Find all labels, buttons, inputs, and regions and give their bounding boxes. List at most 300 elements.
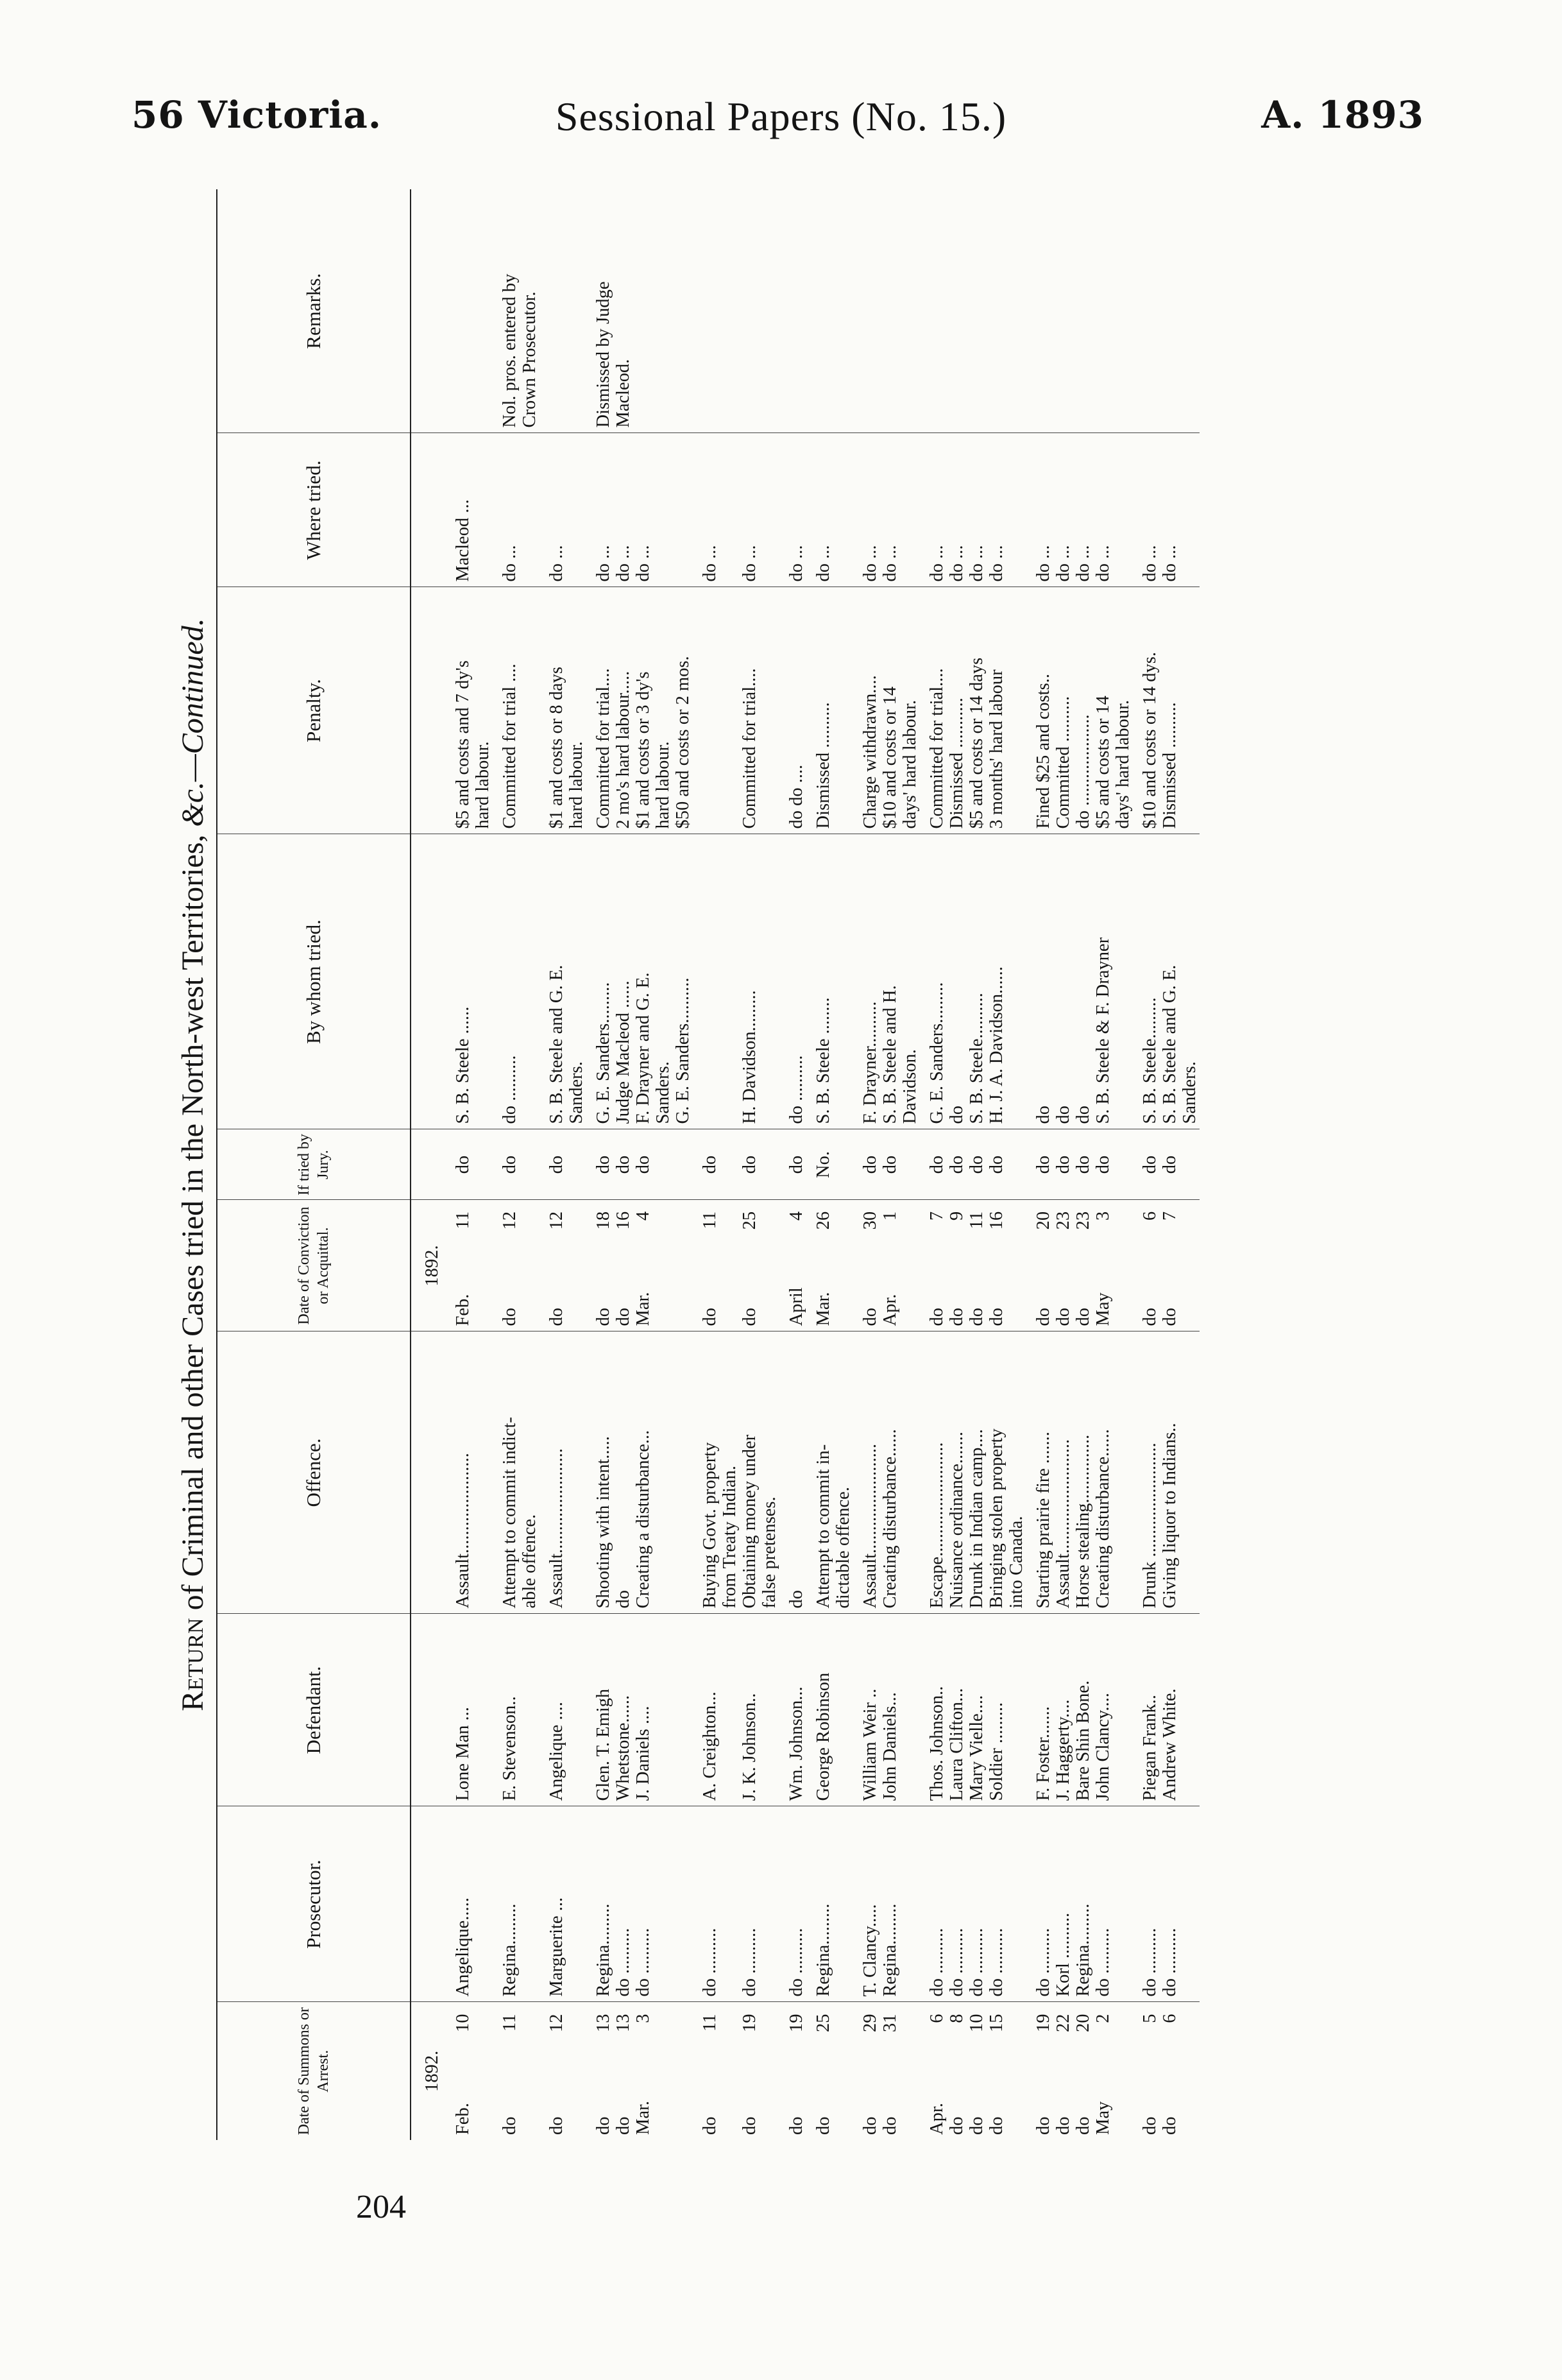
cell-by-whom — [833, 834, 853, 1129]
cell-remarks — [947, 189, 967, 433]
table-row — [693, 189, 720, 2140]
cell-arrest-day: 15 — [987, 2014, 1006, 2032]
cell-penalty — [520, 587, 539, 834]
cell-conviction — [740, 1200, 760, 1331]
cell-prosecutor: Regina......... — [586, 1806, 613, 2002]
cell-where: do ... — [779, 433, 806, 587]
cell-defendant: J. K. Johnson.. — [740, 1614, 760, 1806]
cell-remarks — [987, 189, 1006, 433]
table-row — [806, 189, 833, 2140]
cell-arrest — [920, 2002, 947, 2140]
title-text: of Criminal and other Cases tried in the North-west Territories, — [176, 826, 210, 1618]
cell-conviction-day: 16 — [613, 1211, 633, 1230]
cell-jury: do — [539, 1129, 566, 1200]
cell-arrest-month: Feb. — [453, 2103, 473, 2135]
cell-conviction — [493, 1200, 520, 1331]
cell-prosecutor — [833, 1806, 853, 2002]
cell-conviction — [566, 1200, 586, 1331]
cell-jury: do — [920, 1129, 947, 1200]
cell-defendant: John Clancy.... — [1093, 1614, 1113, 1806]
cell-conviction — [586, 1200, 613, 1331]
cell-prosecutor: do .......... — [693, 1806, 720, 2002]
cell-where: do ... — [947, 433, 967, 587]
cell-jury — [760, 1129, 779, 1200]
cell-remarks — [920, 189, 947, 433]
cell-remarks — [967, 189, 987, 433]
cell-conviction — [1026, 1200, 1053, 1331]
cell-where: do ... — [493, 433, 520, 587]
cell-arrest-month: do — [547, 2116, 566, 2135]
year-row — [411, 189, 446, 2140]
cell-arrest-month: do — [786, 2116, 806, 2135]
cell-offence: Creating disturbance...... — [880, 1331, 900, 1614]
cell-defendant — [566, 1614, 586, 1806]
cell-by-whom: H. J. A. Davidson...... — [987, 834, 1006, 1129]
cell-defendant: Glen. T. Emigh — [586, 1614, 613, 1806]
cell-arrest-day: 6 — [927, 2014, 947, 2023]
cell-arrest — [760, 2002, 779, 2140]
cell-arrest — [900, 2002, 920, 2140]
cell-penalty: $1 and costs or 3 dy's — [633, 587, 653, 834]
cell-by-whom: do .......... — [493, 834, 520, 1129]
session-label: 56 Victoria. — [132, 93, 382, 137]
cell-where: do ... — [633, 433, 653, 587]
table-row — [1006, 189, 1026, 2140]
cell-jury: do — [880, 1129, 900, 1200]
cell-by-whom: S. B. Steele ...... — [446, 834, 473, 1129]
table-row — [1160, 189, 1180, 2140]
cell-conviction — [967, 1200, 987, 1331]
cell-prosecutor: Regina......... — [806, 1806, 833, 2002]
cell-jury — [833, 1129, 853, 1200]
cell-conviction-month: do — [740, 1308, 760, 1326]
cell-penalty: 3 months' hard labour — [987, 587, 1006, 834]
table-row — [779, 189, 806, 2140]
cell-offence — [1180, 1331, 1200, 1614]
cell-prosecutor: do .......... — [1133, 1806, 1160, 2002]
cell-offence: Creating disturbance...... — [1093, 1331, 1113, 1614]
cell-penalty: Charge withdrawn.... — [853, 587, 880, 834]
cell-remarks — [693, 189, 720, 433]
cell-conviction — [539, 1200, 566, 1331]
cell-arrest-month: do — [1033, 2116, 1053, 2135]
cell-conviction-month: do — [1140, 1308, 1160, 1326]
cell-remarks — [1113, 189, 1133, 433]
cell-by-whom: S. B. Steele and G. E. — [1160, 834, 1180, 1129]
cell-by-whom — [760, 834, 779, 1129]
cell-defendant — [833, 1614, 853, 1806]
cell-conviction-day: 6 — [1140, 1211, 1160, 1221]
cell-by-whom: F. Drayner and G. E. — [633, 834, 653, 1129]
cell-defendant: Lone Man ... — [446, 1614, 473, 1806]
cell-where: do ... — [613, 433, 633, 587]
cell-conviction-day: 16 — [987, 1211, 1006, 1230]
table-row — [853, 189, 880, 2140]
cell-arrest-day: 31 — [880, 2014, 900, 2032]
cell-prosecutor: do .......... — [613, 1806, 633, 2002]
cell-offence: Creating a disturbance... — [633, 1331, 653, 1614]
cell-conviction — [1160, 1200, 1180, 1331]
cell-defendant — [520, 1614, 539, 1806]
table-row — [539, 189, 566, 2140]
cell-by-whom: Sanders. — [653, 834, 673, 1129]
cell-jury — [673, 1129, 693, 1200]
cell-remarks — [1053, 189, 1073, 433]
cell-offence: Assault......................... — [1053, 1331, 1073, 1614]
cell-arrest-day: 2 — [1093, 2014, 1113, 2023]
cell-jury — [720, 1129, 740, 1200]
year-label: A. 1893 — [1261, 93, 1424, 137]
cell-offence: Nuisance ordinance....... — [947, 1331, 967, 1614]
cell-arrest — [1026, 2002, 1053, 2140]
cell-conviction-day: 23 — [1053, 1211, 1073, 1230]
cell-prosecutor — [1113, 1806, 1133, 2002]
cell-where — [1180, 433, 1200, 587]
col-penalty: Penalty. — [217, 587, 411, 834]
cell-arrest — [1180, 2002, 1200, 2140]
cell-penalty: Dismissed .......... — [1160, 587, 1180, 834]
cell-conviction-month: Apr. — [880, 1294, 900, 1326]
cell-penalty: $5 and costs or 14 — [1093, 587, 1113, 834]
cell-jury: do — [1026, 1129, 1053, 1200]
cell-arrest — [1133, 2002, 1160, 2140]
table-row — [760, 189, 779, 2140]
cell-where — [1006, 433, 1026, 587]
cell-conviction-month: do — [860, 1308, 880, 1326]
cell-prosecutor: Korl .......... — [1053, 1806, 1073, 2002]
cell-jury: do — [779, 1129, 806, 1200]
cell-conviction — [1133, 1200, 1160, 1331]
cell-conviction-month: do — [700, 1308, 720, 1326]
cell-arrest-month: Apr. — [927, 2103, 947, 2135]
table-row — [1133, 189, 1160, 2140]
cell-offence — [473, 1331, 493, 1614]
cell-remarks — [779, 189, 806, 433]
cell-arrest-day: 19 — [786, 2014, 806, 2032]
cell-prosecutor — [1006, 1806, 1026, 2002]
cell-where — [833, 433, 853, 587]
cell-arrest — [853, 2002, 880, 2140]
col-offence: Offence. — [217, 1331, 411, 1614]
cell-arrest-day: 19 — [1033, 2014, 1053, 2032]
cell-arrest-day: 10 — [453, 2014, 473, 2032]
cell-penalty: 2 mo's hard labour..... — [613, 587, 633, 834]
cell-jury: do — [1093, 1129, 1113, 1200]
cell-conviction-day: 25 — [740, 1211, 760, 1230]
cell-jury: do — [947, 1129, 967, 1200]
cell-conviction-month: Feb. — [453, 1294, 473, 1326]
cell-arrest-month: do — [1140, 2116, 1160, 2135]
cell-penalty: $5 and costs and 7 dy's — [446, 587, 473, 834]
cell-jury — [566, 1129, 586, 1200]
col-where: Where tried. — [217, 433, 411, 587]
cell-arrest-month: do — [593, 2116, 613, 2135]
cell-jury: No. — [806, 1129, 833, 1200]
cell-jury: do — [693, 1129, 720, 1200]
cell-arrest-day: 11 — [700, 2014, 720, 2032]
cell-offence: Starting prairie fire ....... — [1026, 1331, 1053, 1614]
cell-by-whom: S. B. Steele and H. — [880, 834, 900, 1129]
cell-arrest — [673, 2002, 693, 2140]
cell-remarks — [1160, 189, 1180, 433]
cell-remarks — [806, 189, 833, 433]
cell-conviction-month: do — [987, 1308, 1006, 1326]
cell-where: do ... — [740, 433, 760, 587]
cell-jury: do — [633, 1129, 653, 1200]
cell-remarks — [673, 189, 693, 433]
cell-arrest — [446, 2002, 473, 2140]
cell-conviction — [779, 1200, 806, 1331]
cell-by-whom: S. B. Steele.......... — [967, 834, 987, 1129]
cell-defendant: E. Stevenson.. — [493, 1614, 520, 1806]
cell-arrest-day: 19 — [740, 2014, 760, 2032]
cell-conviction-month: do — [1033, 1308, 1053, 1326]
cell-offence: Drunk in Indian camp.... — [967, 1331, 987, 1614]
cell-jury: do — [1073, 1129, 1093, 1200]
cell-arrest — [493, 2002, 520, 2140]
cell-conviction — [833, 1200, 853, 1331]
cell-penalty: Committed for trial.... — [740, 587, 760, 834]
cell-penalty: hard labour. — [653, 587, 673, 834]
table-row — [947, 189, 967, 2140]
cell-jury: do — [1133, 1129, 1160, 1200]
cell-by-whom — [1006, 834, 1026, 1129]
cell-offence: do — [779, 1331, 806, 1614]
cell-jury — [900, 1129, 920, 1200]
cell-penalty — [1006, 587, 1026, 834]
cell-conviction — [720, 1200, 740, 1331]
cell-penalty: $5 and costs or 14 days — [967, 587, 987, 834]
cell-jury — [1113, 1129, 1133, 1200]
year-arrest: 1892. — [422, 2050, 442, 2092]
cell-conviction-month: May — [1093, 1292, 1113, 1326]
cell-remarks — [446, 189, 473, 433]
cell-arrest — [987, 2002, 1006, 2140]
cell-offence: dictable offence. — [833, 1331, 853, 1614]
cell-offence: Assault...................... — [446, 1331, 473, 1614]
cell-conviction — [1113, 1200, 1133, 1331]
cell-prosecutor — [720, 1806, 740, 2002]
table-row — [1093, 189, 1113, 2140]
cell-remarks — [740, 189, 760, 433]
cell-arrest — [1113, 2002, 1133, 2140]
cell-remarks — [900, 189, 920, 433]
cell-defendant — [1113, 1614, 1133, 1806]
cell-by-whom: G. E. Sanders.......... — [673, 834, 693, 1129]
cell-remarks — [566, 189, 586, 433]
cell-conviction — [1053, 1200, 1073, 1331]
cell-by-whom: Sanders. — [1180, 834, 1200, 1129]
cell-offence: Buying Govt. property — [693, 1331, 720, 1614]
cell-defendant — [653, 1614, 673, 1806]
col-remarks: Remarks. — [217, 189, 411, 433]
cell-conviction — [806, 1200, 833, 1331]
cell-conviction-day: 11 — [700, 1211, 720, 1229]
cell-where — [673, 433, 693, 587]
cell-offence: Obtaining money under — [740, 1331, 760, 1614]
cell-defendant: William Weir .. — [853, 1614, 880, 1806]
cell-arrest-day: 10 — [967, 2014, 987, 2032]
cell-arrest — [613, 2002, 633, 2140]
cell-arrest-month: do — [1073, 2116, 1093, 2135]
cell-prosecutor: Angelique..... — [446, 1806, 473, 2002]
cell-arrest — [967, 2002, 987, 2140]
cell-arrest-day: 5 — [1140, 2014, 1160, 2023]
cell-by-whom: S. B. Steele and G. E. — [539, 834, 566, 1129]
cell-by-whom: G. E. Sanders......... — [920, 834, 947, 1129]
table-row — [1053, 189, 1073, 2140]
cell-arrest-month: do — [1160, 2116, 1180, 2135]
cell-where: do ... — [539, 433, 566, 587]
cell-conviction-month: April — [786, 1287, 806, 1326]
cell-prosecutor: do .......... — [920, 1806, 947, 2002]
cell-where: do ... — [880, 433, 900, 587]
cell-conviction-day: 26 — [813, 1211, 833, 1230]
cell-conviction — [613, 1200, 633, 1331]
cell-prosecutor: do .......... — [947, 1806, 967, 2002]
cell-jury — [1006, 1129, 1026, 1200]
cell-conviction-month: do — [500, 1308, 520, 1326]
cell-prosecutor: Regina......... — [880, 1806, 900, 2002]
cell-jury — [473, 1129, 493, 1200]
cell-where — [900, 433, 920, 587]
cell-jury: do — [987, 1129, 1006, 1200]
cell-where: do ... — [1133, 433, 1160, 587]
cell-offence: false pretenses. — [760, 1331, 779, 1614]
cell-defendant: Bare Shin Bone. — [1073, 1614, 1093, 1806]
cell-remarks: Dismissed by Judge — [586, 189, 613, 433]
cell-jury: do — [586, 1129, 613, 1200]
cell-arrest — [1093, 2002, 1113, 2140]
cell-prosecutor — [760, 1806, 779, 2002]
cell-defendant: J. Daniels .... — [633, 1614, 653, 1806]
cell-prosecutor: do .......... — [740, 1806, 760, 2002]
cell-penalty: Dismissed ........... — [947, 587, 967, 834]
cell-offence: do — [613, 1331, 633, 1614]
table-row — [673, 189, 693, 2140]
cell-arrest — [586, 2002, 613, 2140]
cell-remarks — [833, 189, 853, 433]
cell-offence: Assault....................... — [539, 1331, 566, 1614]
cell-penalty: $50 and costs or 2 mos. — [673, 587, 693, 834]
cell-remarks — [1073, 189, 1093, 433]
cell-remarks — [1133, 189, 1160, 433]
cell-prosecutor: Marguerite ... — [539, 1806, 566, 2002]
cell-arrest-day: 8 — [947, 2014, 967, 2023]
cell-arrest-day: 20 — [1073, 2014, 1093, 2032]
cell-conviction-month: do — [967, 1308, 987, 1326]
cell-by-whom: S. B. Steele ........ — [806, 834, 833, 1129]
table-row — [633, 189, 653, 2140]
cell-arrest-day: 3 — [633, 2014, 653, 2023]
cell-offence — [900, 1331, 920, 1614]
cell-arrest-month: Mar. — [633, 2100, 653, 2135]
cell-where: do ... — [1053, 433, 1073, 587]
cell-arrest — [473, 2002, 493, 2140]
cell-by-whom: do .......... — [779, 834, 806, 1129]
cell-where: do ... — [1160, 433, 1180, 587]
cell-offence: Escape......................... — [920, 1331, 947, 1614]
col-defendant: Defendant. — [217, 1614, 411, 1806]
cell-penalty — [1180, 587, 1200, 834]
cell-defendant: John Daniels... — [880, 1614, 900, 1806]
cell-offence: Assault........................ — [853, 1331, 880, 1614]
cell-prosecutor — [566, 1806, 586, 2002]
cell-arrest — [880, 2002, 900, 2140]
cell-jury: do — [740, 1129, 760, 1200]
cell-by-whom — [693, 834, 720, 1129]
cell-conviction-month: do — [947, 1308, 967, 1326]
cell-conviction-month: do — [1053, 1308, 1073, 1326]
cell-prosecutor — [520, 1806, 539, 2002]
cell-remarks — [633, 189, 653, 433]
cell-offence: Giving liquor to Indians.. — [1160, 1331, 1180, 1614]
cell-conviction-day: 7 — [1160, 1211, 1180, 1221]
cell-defendant: A. Creighton... — [693, 1614, 720, 1806]
cell-offence: Attempt to commit indict- — [493, 1331, 520, 1614]
cell-arrest — [806, 2002, 833, 2140]
cell-conviction-day: 20 — [1033, 1211, 1053, 1230]
cell-jury — [653, 1129, 673, 1200]
table-row — [586, 189, 613, 2140]
page-number: 204 — [356, 2189, 406, 2225]
cell-conviction-day: 30 — [860, 1211, 880, 1230]
cell-defendant: F. Foster....... — [1026, 1614, 1053, 1806]
table-row — [1180, 189, 1200, 2140]
cell-arrest-month: do — [613, 2116, 633, 2135]
cell-arrest-month: do — [813, 2116, 833, 2135]
rotated-return-table — [170, 189, 1447, 2140]
cell-defendant — [720, 1614, 740, 1806]
cell-conviction-day: 12 — [547, 1211, 566, 1230]
cell-where — [473, 433, 493, 587]
cell-by-whom: do — [1026, 834, 1053, 1129]
table-row — [720, 189, 740, 2140]
cell-arrest-month: do — [500, 2116, 520, 2135]
cell-conviction — [446, 1200, 473, 1331]
cell-conviction-month: do — [1073, 1308, 1093, 1326]
table-row — [920, 189, 947, 2140]
cell-prosecutor: T. Clancy..... — [853, 1806, 880, 2002]
cell-by-whom: F. Drayner.......... — [853, 834, 880, 1129]
table-row — [740, 189, 760, 2140]
cell-conviction — [853, 1200, 880, 1331]
cell-where: do ... — [1026, 433, 1053, 587]
cell-conviction-day: 11 — [453, 1211, 473, 1229]
cell-arrest-month: do — [740, 2116, 760, 2135]
cell-arrest — [1160, 2002, 1180, 2140]
cell-penalty: do do .... — [779, 587, 806, 834]
cell-conviction — [1006, 1200, 1026, 1331]
cell-defendant: Wm. Johnson... — [779, 1614, 806, 1806]
cell-arrest-day: 12 — [547, 2014, 566, 2032]
cell-where — [720, 433, 740, 587]
cell-defendant — [900, 1614, 920, 1806]
cell-penalty: days' hard labour. — [900, 587, 920, 834]
cell-where: do ... — [806, 433, 833, 587]
cell-arrest — [566, 2002, 586, 2140]
table-row — [473, 189, 493, 2140]
cell-defendant — [673, 1614, 693, 1806]
cell-defendant: Mary Vielle.... — [967, 1614, 987, 1806]
cell-penalty: hard labour. — [566, 587, 586, 834]
cell-by-whom: Davidson. — [900, 834, 920, 1129]
cell-arrest-month: do — [987, 2116, 1006, 2135]
cell-defendant: Piegan Frank.. — [1133, 1614, 1160, 1806]
cell-by-whom: S. B. Steele & F. Drayner — [1093, 834, 1113, 1129]
table-row — [833, 189, 853, 2140]
cell-penalty — [833, 587, 853, 834]
